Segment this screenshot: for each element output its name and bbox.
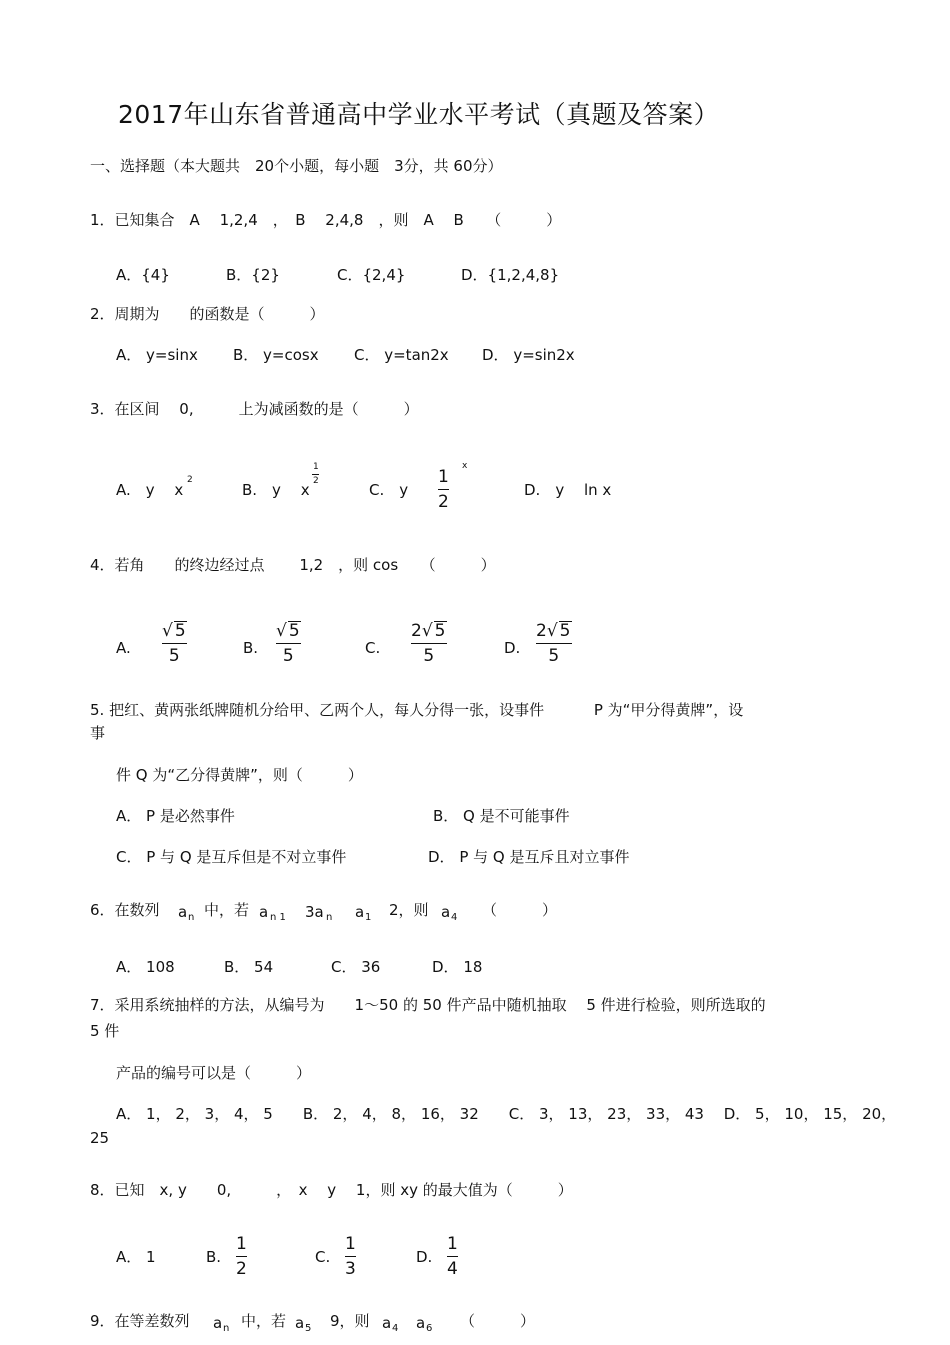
q3-option-b: B. y x — [242, 481, 310, 499]
q8-d-numerator: 1 — [447, 1234, 458, 1254]
q8-option-a: A． 1 — [116, 1248, 156, 1266]
q3-b-exp-denominator: 2 — [313, 476, 319, 486]
q2-option-d: D． y=sin2x — [482, 346, 575, 364]
section-heading: 一、选择题（本大题共 20个小题，每小题 3分，共 60分） — [90, 157, 503, 175]
q7-options-wrap: 25 — [90, 1129, 110, 1147]
q8-option-d-fraction — [447, 1234, 458, 1279]
q6-a4: a — [441, 903, 451, 921]
q8-b-numerator: 1 — [236, 1234, 247, 1254]
q3-option-d: D. y ln x — [524, 481, 612, 499]
q4-option-b-fraction: $\frac{√ 5}{5}$ — [276, 621, 300, 666]
fraction-bar — [438, 489, 449, 490]
q4-c-denominator: 5 — [423, 646, 435, 666]
q6-paren: （ ） — [482, 901, 558, 919]
q3-option-a — [116, 481, 183, 499]
q4-option-d-label: D. — [504, 639, 521, 657]
q9-nine: 9，则 — [330, 1312, 370, 1330]
q5-option-b: B． Q 是不可能事件 — [433, 807, 570, 825]
q3-c-fraction — [438, 467, 449, 512]
question-5-line-1: 5. 把红、黄两张纸牌随机分给甲、乙两个人，每人分得一张，设事件 P 为“甲分得黄牌”，设 — [90, 701, 744, 719]
question-9-prefix: 9．在等差数列 — [90, 1312, 190, 1330]
question-7-line-2: 产品的编号可以是（ ） — [116, 1064, 312, 1082]
q5-option-c: C． P 与 Q 是互斥但是不对立事件 — [116, 848, 347, 866]
q3-a-exponent: 2 — [187, 475, 193, 485]
q9-a6-sub: 6 — [426, 1323, 433, 1334]
q3-b-exp-bar — [312, 474, 319, 475]
q8-option-c-label: C. — [315, 1248, 331, 1266]
q4-option-a-fraction: $\frac{√ 5}{5}$ — [162, 621, 186, 666]
q1-option-b: B．{2} — [226, 266, 280, 284]
question-6-prefix: 6．在数列 — [90, 901, 160, 919]
q9-a6: a — [416, 1314, 426, 1332]
q6-seq-a-sub: n — [188, 912, 195, 923]
q4-option-a-label: A. — [116, 639, 131, 657]
question-5-line-1b: 事 — [90, 724, 106, 742]
q5-option-a: A． P 是必然事件 — [116, 807, 235, 825]
q4-a-radicand: 5 — [174, 621, 186, 641]
q8-c-denominator: 3 — [345, 1259, 356, 1279]
question-3: 3．在区间 0, 上为减函数的是（ ） — [90, 400, 419, 418]
q1-option-d: D．{1,2,4,8} — [461, 266, 560, 284]
fraction-bar — [536, 643, 572, 644]
q2-option-c: C． y=tan2x — [354, 346, 449, 364]
q6-eq-sub: n — [326, 912, 333, 923]
question-7-line-1: 7．采用系统抽样的方法，从编号为 1～50 的 50 件产品中随机抽取 5 件进行检验，则所选取的 — [90, 996, 766, 1014]
q9-paren: （ ） — [460, 1312, 536, 1330]
fraction-bar — [411, 643, 447, 644]
q6-a1: a — [355, 903, 365, 921]
q3-option-a-text: A. y x — [116, 481, 184, 499]
q8-d-denominator: 4 — [447, 1259, 458, 1279]
question-4: 4．若角 的终边经过点 1,2 ，则 cos （ ） — [90, 556, 496, 574]
q2-option-b: B． y=cosx — [233, 346, 319, 364]
q8-option-b-fraction — [236, 1234, 247, 1279]
q9-a4-sub: 4 — [392, 1323, 399, 1334]
q9-seq-a: a — [213, 1314, 223, 1332]
q4-b-denominator: 5 — [282, 646, 294, 666]
q6-option-c: C． 36 — [331, 958, 381, 976]
fraction-bar — [345, 1256, 356, 1257]
q3-c-numerator: 1 — [438, 467, 449, 487]
q1-option-c: C．{2,4} — [337, 266, 406, 284]
q2-option-a: A． y=sinx — [116, 346, 198, 364]
question-5-line-2: 件 Q 为“乙分得黄牌”，则（ ） — [116, 766, 363, 784]
q6-two: 2，则 — [389, 901, 429, 919]
q4-option-d-fraction: $\frac{2√ 5}{5}$ — [536, 621, 571, 666]
question-1: 1．已知集合 A 1,2,4 ， B 2,4,8 ，则 A B （ ） — [90, 211, 562, 229]
q4-d-denominator: 5 — [548, 646, 560, 666]
q4-d-coefficient: 2 — [536, 621, 547, 641]
q3-option-c: C. y — [369, 481, 409, 499]
q9-a5: a — [295, 1314, 305, 1332]
q8-option-c-fraction — [345, 1234, 356, 1279]
q9-seq-a-sub: n — [223, 1323, 230, 1334]
q4-option-c-label: C. — [365, 639, 381, 657]
q8-b-denominator: 2 — [236, 1259, 247, 1279]
q6-option-a: A． 108 — [116, 958, 175, 976]
q4-d-radicand: 5 — [559, 621, 571, 641]
q4-option-b-label: B. — [243, 639, 259, 657]
q4-a-denominator: 5 — [168, 646, 180, 666]
fraction-bar — [162, 643, 187, 644]
q4-c-radicand: 5 — [434, 621, 446, 641]
q6-a1-sub: 1 — [365, 912, 372, 923]
q1-option-a: A．{4} — [116, 266, 170, 284]
q9-a5-sub: 5 — [305, 1323, 312, 1334]
page-title: 2017年山东省普通高中学业水平考试（真题及答案） — [118, 100, 720, 129]
q3-c-denominator: 2 — [438, 492, 449, 512]
q6-seq-a: a — [178, 903, 188, 921]
q3-c-exponent: x — [462, 461, 468, 471]
q7-options: A． 1， 2， 3， 4， 5 B． 2， 4， 8， 16， 32 C． 3， 13， 23， 33， 43 D． 5， 10， 15， 20， — [116, 1105, 897, 1123]
q9-middle: 中，若 — [241, 1312, 287, 1330]
q6-an1-sub: n 1 — [270, 912, 286, 923]
q6-a4-sub: 4 — [451, 912, 458, 923]
question-8: 8．已知 x, y 0, ， x y 1，则 xy 的最大值为（ ） — [90, 1181, 573, 1199]
q6-middle: 中，若 — [204, 901, 250, 919]
q4-c-coefficient: 2 — [411, 621, 422, 641]
q6-an1: a — [259, 903, 269, 921]
q5-option-d: D． P 与 Q 是互斥且对立事件 — [428, 848, 630, 866]
q6-eq: 3a — [305, 903, 324, 921]
q4-b-radicand: 5 — [288, 621, 300, 641]
q6-option-b: B． 54 — [224, 958, 274, 976]
q8-option-b-label: B. — [206, 1248, 222, 1266]
fraction-bar — [276, 643, 301, 644]
question-7-line-1b: 5 件 — [90, 1022, 120, 1040]
q8-c-numerator: 1 — [345, 1234, 356, 1254]
q8-option-d-label: D. — [416, 1248, 433, 1266]
fraction-bar — [447, 1256, 458, 1257]
q4-option-c-fraction: $\frac{2√ 5}{5}$ — [411, 621, 446, 666]
q3-b-exp-numerator: 1 — [313, 462, 319, 472]
fraction-bar — [236, 1256, 247, 1257]
q9-a4: a — [382, 1314, 392, 1332]
question-2: 2．周期为 的函数是（ ） — [90, 305, 325, 323]
q6-option-d: D． 18 — [432, 958, 483, 976]
